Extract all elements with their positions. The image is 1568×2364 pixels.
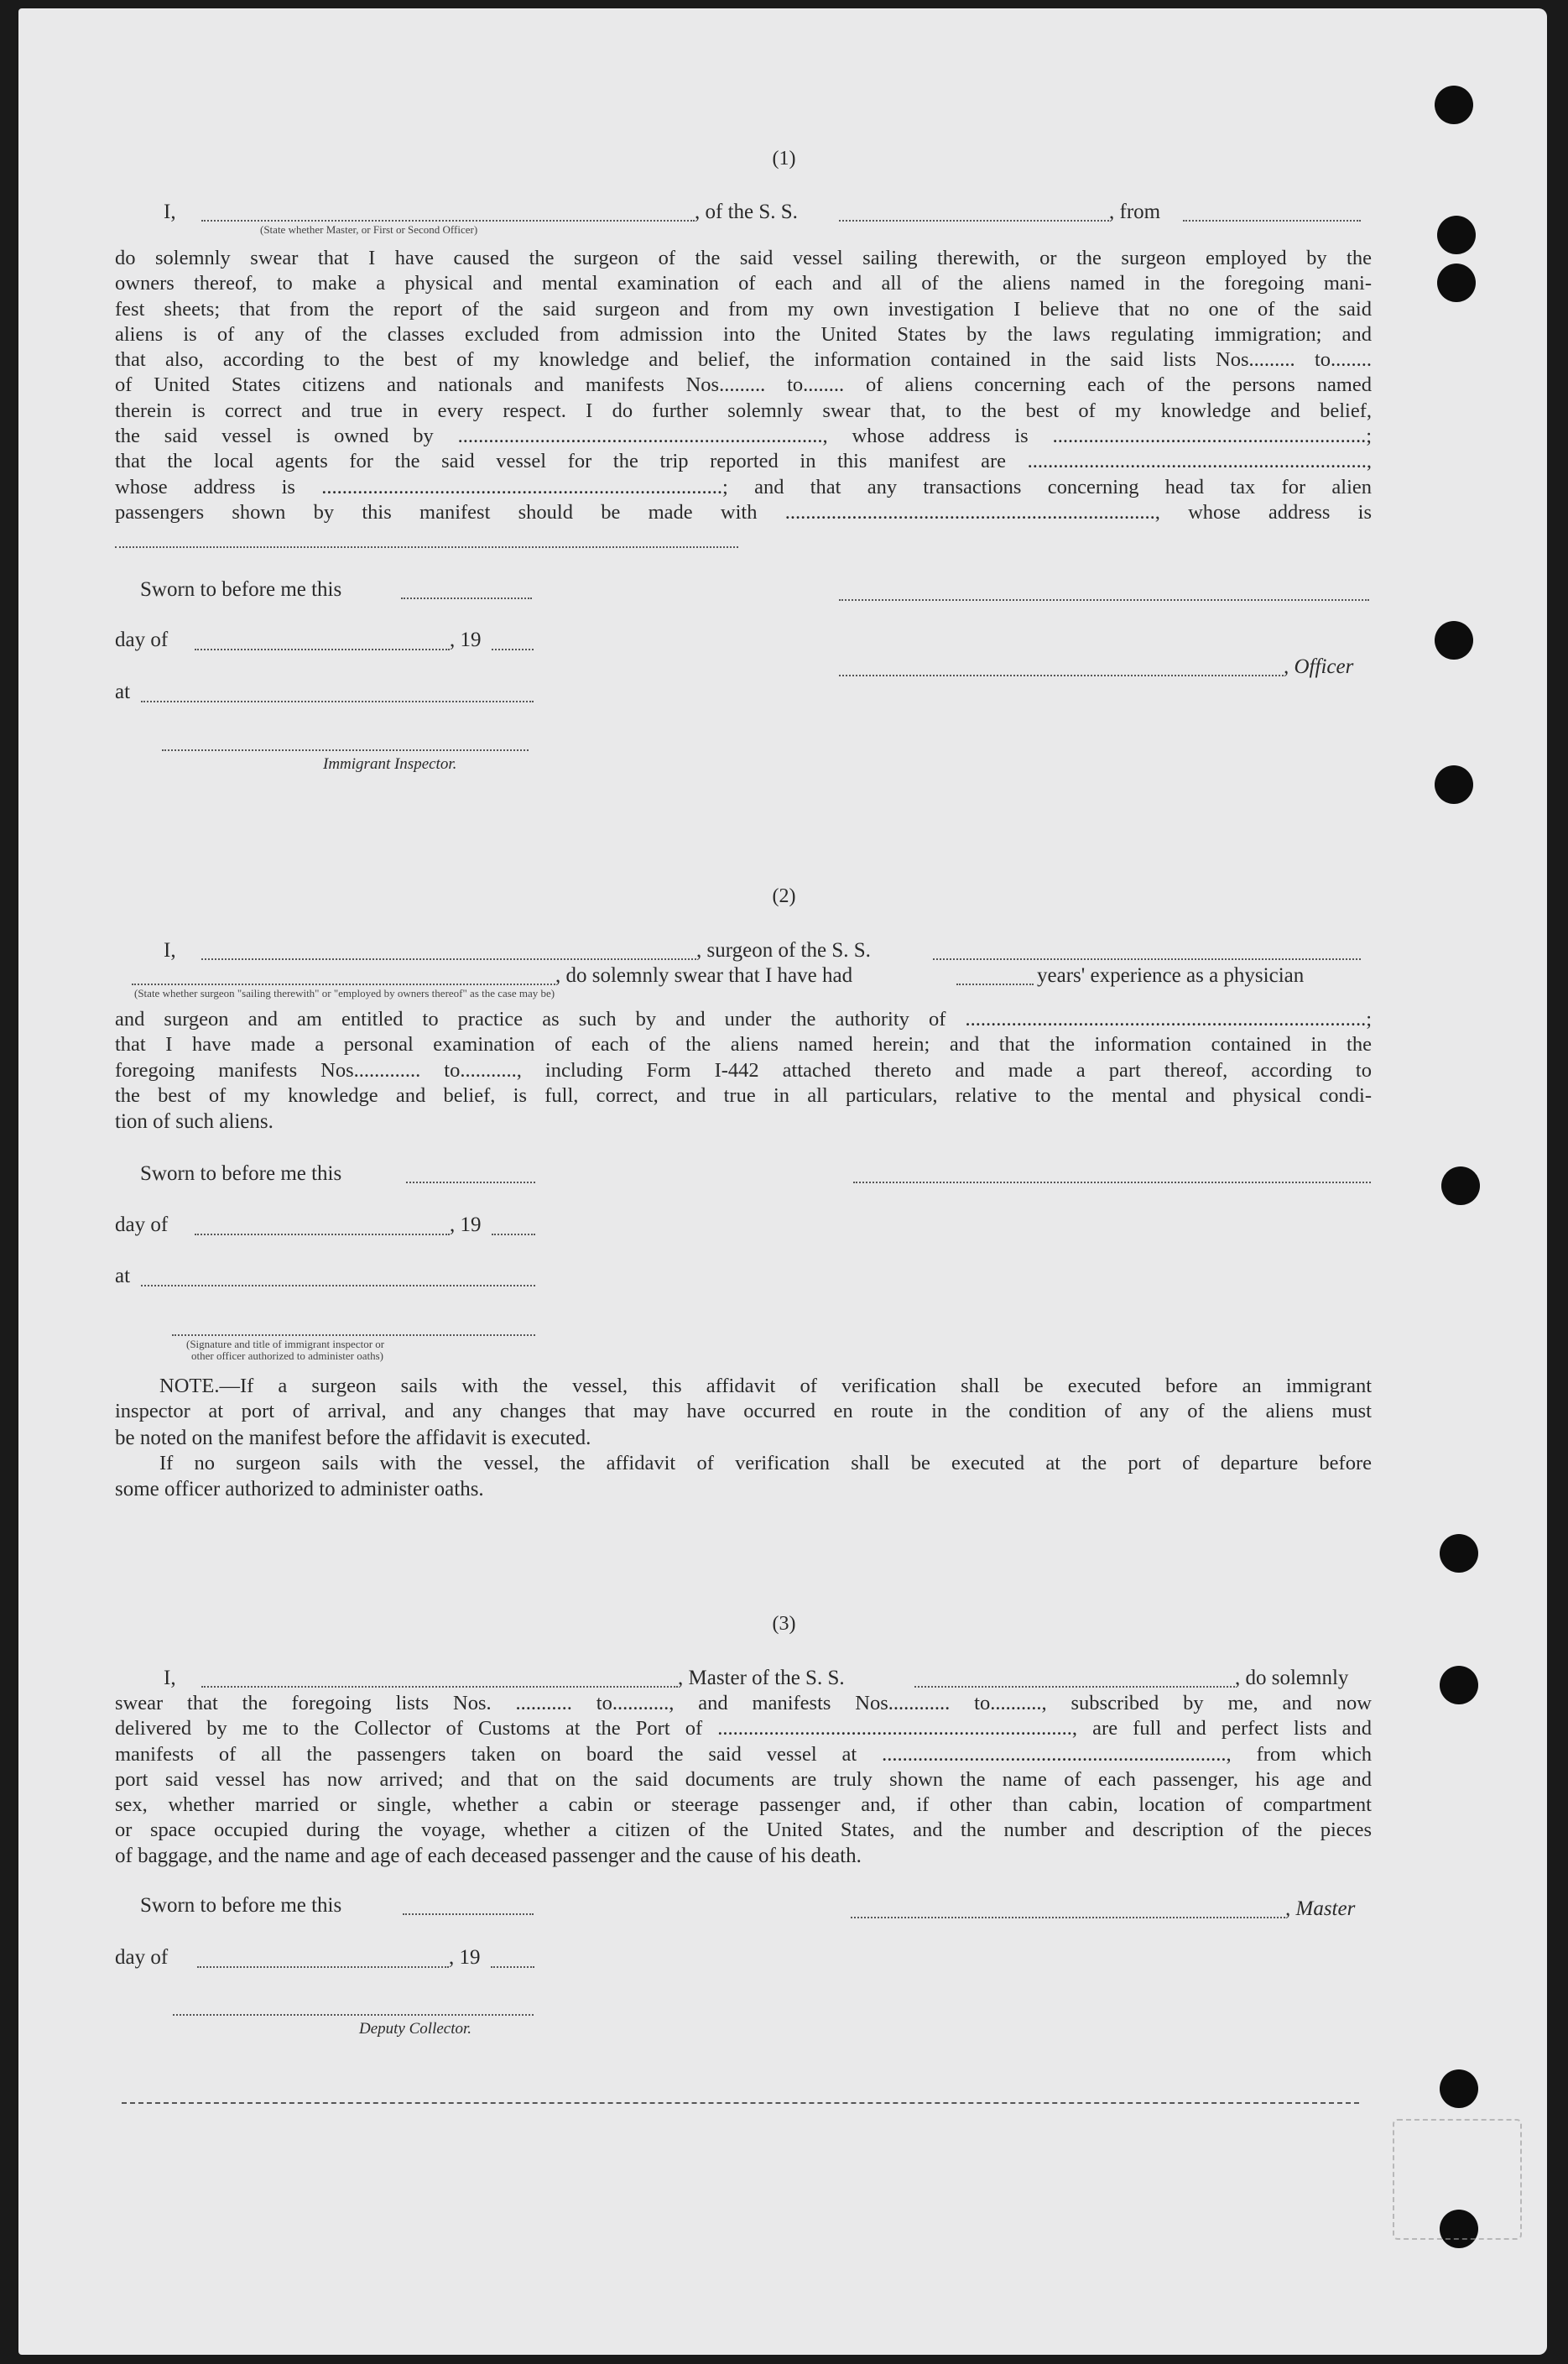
at-field[interactable] xyxy=(141,1285,535,1286)
body-line: of United States citizens and nationals and manifests Nos......... to........ of aliens concerning each of the persons named xyxy=(115,373,1372,397)
body-line: delivered by me to the Collector of Customs at the Port of ....................................................................., are full and perfect lists and xyxy=(115,1717,1372,1740)
officer-signature-field[interactable] xyxy=(839,675,1284,676)
body-line: aliens is of any of the classes excluded from admission into the United States by the laws regulating immigration; and xyxy=(115,322,1372,346)
day-of-label: day of xyxy=(115,1946,169,1969)
body-line: owners thereof, to make a physical and mental examination of each and all of the aliens named in the foregoing mani- xyxy=(115,272,1372,295)
body-line: whose address is ..............................................................................; and that any transactions concerning head tax for alien xyxy=(115,475,1372,498)
day-of-label: day of xyxy=(115,1213,169,1236)
body-line: the best of my knowledge and belief, is full, correct, and true in all particulars, relative to the mental and physical condi- xyxy=(115,1083,1372,1107)
years-label: years' experience as a physician xyxy=(1037,964,1305,987)
year-label: , 19 xyxy=(450,1213,482,1236)
section-number: (2) xyxy=(772,885,796,907)
section-number: (3) xyxy=(772,1613,796,1635)
from-port-field[interactable] xyxy=(1183,220,1361,222)
surgeon-caption: (State whether surgeon "sailing therewith" or "employed by owners thereof" as the case may be) xyxy=(134,987,555,999)
body-line: that also, according to the best of my knowledge and belief, the information contained in the said lists Nos......... to........ xyxy=(115,348,1372,372)
sworn-label: Sworn to before me this xyxy=(140,1162,342,1185)
vessel-name-field[interactable] xyxy=(914,1686,1235,1688)
body-line: swear that the foregoing lists Nos. ........... to..........., and manifests Nos............ to.........., subscribed by me, and now xyxy=(115,1692,1372,1714)
year-label: , 19 xyxy=(449,1946,481,1969)
years-field[interactable] xyxy=(956,984,1034,985)
body-line: foregoing manifests Nos............. to..........., including Form I-442 attached thereto and made a part thereof, according to xyxy=(115,1058,1372,1082)
of-the-ss-label: , of the S. S. xyxy=(695,201,798,223)
body-line: or space occupied during the voyage, whether a citizen of the United States, and the number and description of the pieces xyxy=(115,1819,1372,1842)
sworn-date-field[interactable] xyxy=(401,598,532,599)
head-tax-address-field[interactable] xyxy=(115,546,738,548)
solemnly-label: , do solemnly xyxy=(1235,1667,1349,1689)
officer-label: , Officer xyxy=(1284,655,1354,678)
sworn-date-field[interactable] xyxy=(403,1913,534,1915)
officer-caption: (State whether Master, or First or Second Officer) xyxy=(260,223,478,236)
punch-hole xyxy=(1440,1534,1478,1573)
punch-hole xyxy=(1435,621,1473,660)
master-of-label: , Master of the S. S. xyxy=(678,1667,845,1689)
punch-hole xyxy=(1437,264,1476,302)
swear-label: , do solemnly swear that I have had xyxy=(555,964,853,987)
surgeon-type-field[interactable] xyxy=(132,984,555,985)
day-of-field[interactable] xyxy=(195,1234,450,1235)
punch-hole xyxy=(1437,216,1476,254)
sworn-label: Sworn to before me this xyxy=(140,1894,342,1917)
note-line: inspector at port of arrival, and any changes that may have occurred en route in the condition of any of the aliens must xyxy=(115,1400,1372,1423)
punch-hole xyxy=(1441,1166,1480,1205)
at-label: at xyxy=(115,681,131,703)
opening-i: I, xyxy=(164,201,176,223)
sworn-label: Sworn to before me this xyxy=(140,578,342,601)
year-field[interactable] xyxy=(492,1234,535,1235)
surgeon-of-label: , surgeon of the S. S. xyxy=(696,939,871,962)
master-label: , Master xyxy=(1285,1897,1356,1920)
note2-last-line: some officer authorized to administer oaths. xyxy=(115,1478,484,1500)
signature-caption: (Signature and title of immigrant inspector or xyxy=(186,1338,385,1350)
punch-hole xyxy=(1440,1666,1478,1704)
inspector-signature-line[interactable] xyxy=(172,1334,535,1336)
body-line: that the local agents for the said vessel for the trip reported in this manifest are .................................................................., xyxy=(115,450,1372,473)
body-line: and surgeon and am entitled to practice as such by and under the authority of ..............................................................................; xyxy=(115,1008,1372,1031)
surgeon-signature-line[interactable] xyxy=(853,1182,1371,1183)
sworn-date-field[interactable] xyxy=(406,1182,535,1183)
note-line: NOTE.—If a surgeon sails with the vessel, this affidavit of verification shall be executed before an immigrant xyxy=(159,1375,1372,1397)
punch-hole xyxy=(1440,2069,1478,2108)
body-line: sex, whether married or single, whether a cabin or steerage passenger and, if other than cabin, location of compartment xyxy=(115,1793,1372,1817)
body-line: the said vessel is owned by ......................................................................., whose address is .............................................................; xyxy=(115,425,1372,448)
note-line: If no surgeon sails with the vessel, the affidavit of verification shall be executed at the port of departure before xyxy=(159,1452,1372,1474)
body-line: port said vessel has now arrived; and that on the said documents are truly shown the name of each passenger, his age and xyxy=(115,1767,1372,1791)
section1-body xyxy=(115,246,1372,525)
punch-hole xyxy=(1435,765,1473,804)
file-stamp xyxy=(1393,2119,1522,2240)
section2-body xyxy=(115,1007,1372,1109)
bottom-rule xyxy=(122,2102,1359,2104)
section3-body xyxy=(115,1691,1372,1844)
surgeon-name-field[interactable] xyxy=(201,958,696,960)
year-field[interactable] xyxy=(491,1966,534,1968)
body-last-line: tion of such aliens. xyxy=(115,1110,273,1133)
body-line: that I have made a personal examination of each of the aliens named herein; and that the information contained in the xyxy=(115,1033,1372,1057)
officer-signature-line[interactable] xyxy=(839,599,1369,601)
officer-name-field[interactable] xyxy=(201,220,695,222)
body-last-line: of baggage, and the name and age of each deceased passenger and the cause of his death. xyxy=(115,1845,862,1867)
note-last-line: be noted on the manifest before the affidavit is executed. xyxy=(115,1427,591,1449)
inspector-signature-line[interactable] xyxy=(162,749,529,751)
master-name-field[interactable] xyxy=(201,1686,678,1688)
year-field[interactable] xyxy=(492,649,534,650)
vessel-name-field[interactable] xyxy=(839,220,1109,222)
deputy-signature-line[interactable] xyxy=(173,2014,534,2016)
at-field[interactable] xyxy=(141,701,534,702)
at-label: at xyxy=(115,1265,131,1287)
signature-caption: other officer authorized to administer oaths) xyxy=(191,1349,383,1362)
inspector-label: Immigrant Inspector. xyxy=(323,755,457,773)
deputy-label: Deputy Collector. xyxy=(359,2020,472,2038)
opening-i: I, xyxy=(164,939,176,962)
vessel-name-field[interactable] xyxy=(933,958,1361,960)
punch-hole xyxy=(1435,86,1473,124)
body-line: do solemnly swear that I have caused the surgeon of the said vessel sailing therewith, or the surgeon employed by the xyxy=(115,247,1372,269)
body-line: fest sheets; that from the report of the said surgeon and from my own investigation I believe that no one of the said xyxy=(115,297,1372,321)
from-label: , from xyxy=(1109,201,1161,223)
year-label: , 19 xyxy=(450,629,482,651)
day-of-field[interactable] xyxy=(197,1966,449,1968)
section-number: (1) xyxy=(772,148,796,170)
body-line: manifests of all the passengers taken on board the said vessel at ..................................................................., from which xyxy=(115,1742,1372,1766)
opening-i: I, xyxy=(164,1667,176,1689)
master-signature-field[interactable] xyxy=(851,1917,1285,1918)
day-of-label: day of xyxy=(115,629,169,651)
note2-block xyxy=(115,1451,1372,1476)
note-block xyxy=(115,1374,1372,1425)
body-line: passengers shown by this manifest should be made with ........................................................................, whose address is xyxy=(115,500,1372,524)
body-line: therein is correct and true in every respect. I do further solemnly swear that, to the best of my knowledge and belief, xyxy=(115,399,1372,422)
day-of-field[interactable] xyxy=(195,649,450,650)
